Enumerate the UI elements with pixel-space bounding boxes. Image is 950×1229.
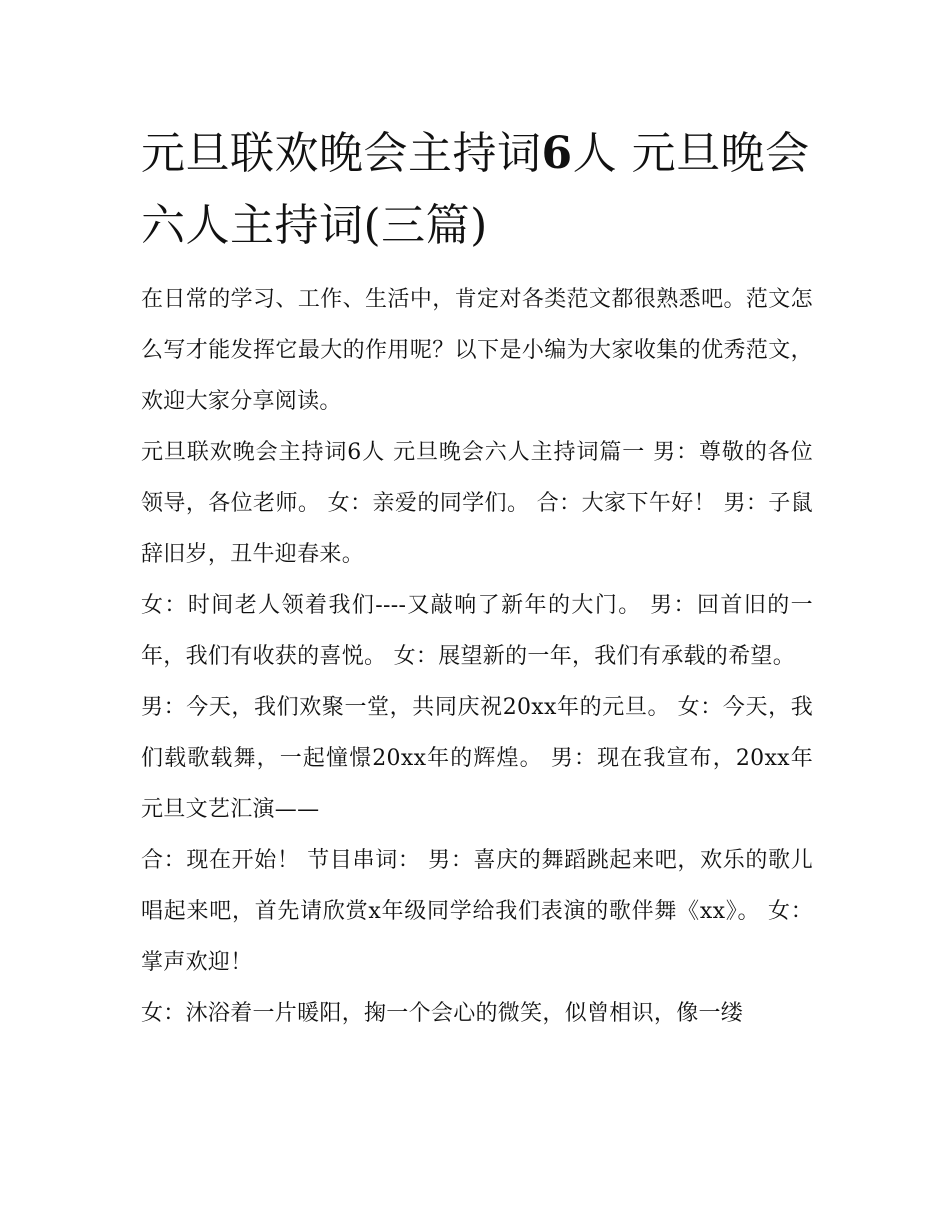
paragraph-start: 合：现在开始！ 节目串词： 男：喜庆的舞蹈跳起来吧，欢乐的歌儿唱起来吧，首先请欣赏x年级同学给我们表演的歌伴舞《xx》。 女：掌声欢迎！ [141, 848, 813, 975]
title-number: 6 [541, 128, 573, 179]
paragraph-sunshine: 女：沐浴着一片暖阳，掬一个会心的微笑，似曾相识，像一缕 [141, 1001, 744, 1026]
paragraph-time: 女：时间老人领着我们----又敲响了新年的大门。 男：回首旧的一年，我们有收获的喜悦。 女：展望新的一年，我们有承载的希望。 [141, 593, 813, 669]
paragraph-intro: 在日常的学习、工作、生活中，肯定对各类范文都很熟悉吧。范文怎么写才能发挥它最大的作用呢？以下是小编为大家收集的优秀范文，欢迎大家分享阅读。 [141, 287, 813, 414]
document-title: 元旦联欢晚会主持词6人 元旦晚会六人主持词(三篇) [141, 128, 810, 251]
paragraph-list [141, 274, 813, 1039]
document-body [141, 118, 813, 1039]
paragraph-opening: 元旦联欢晚会主持词6人 元旦晚会六人主持词篇一 男：尊敬的各位领导，各位老师。 女：亲爱的同学们。 合：大家下午好！ 男：子鼠辞旧岁，丑牛迎春来。 [141, 440, 813, 567]
paragraph-today: 男：今天，我们欢聚一堂，共同庆祝20xx年的元旦。 女：今天，我们载歌载舞，一起憧憬20xx年的辉煌。 男：现在我宣布，20xx年元旦文艺汇演—— [141, 695, 813, 822]
